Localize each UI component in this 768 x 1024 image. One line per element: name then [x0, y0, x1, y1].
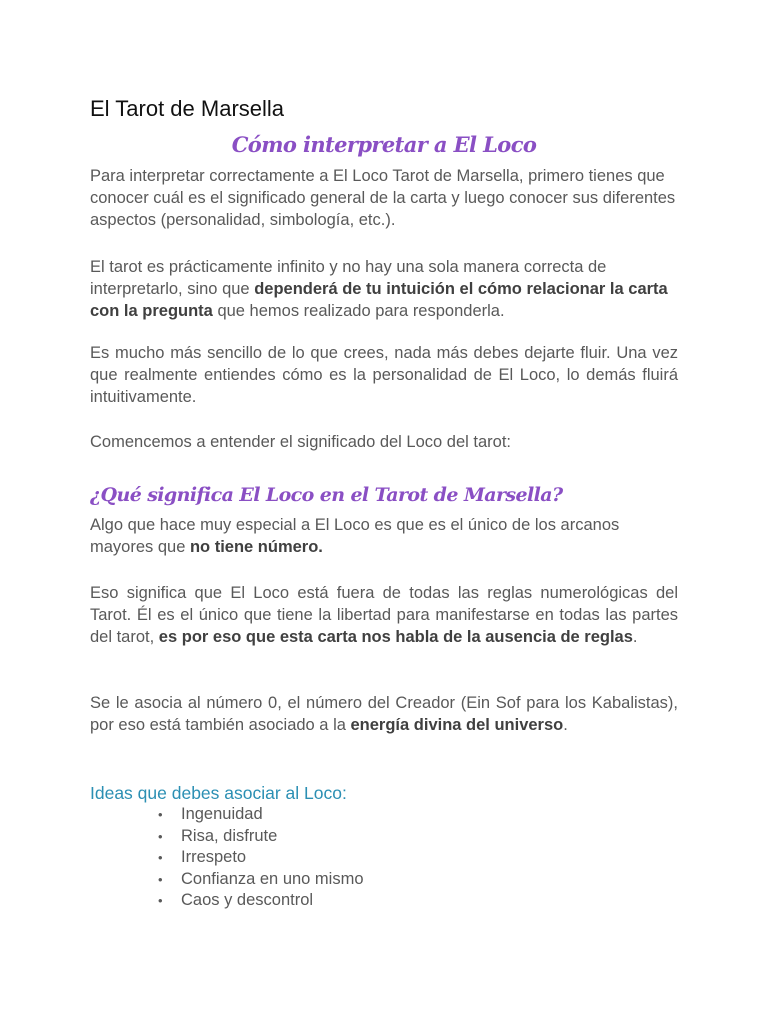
text-run: Se le asocia al número 0, el número del Creador (Ein Sof para los Kabalistas), por eso está también asociado a la: [90, 694, 678, 734]
no-number-paragraph: [90, 514, 678, 558]
bold-text: energía divina del universo: [350, 716, 564, 734]
tarot-infinite-paragraph: [90, 256, 678, 322]
bullet-icon: •: [158, 893, 163, 908]
text-run: Es mucho más sencillo de lo que crees, nada más debes dejarte fluir. Una vez que realmente entiendes cómo es la personalidad de El Loco, lo demás fluirá intuitivamente.: [90, 344, 678, 406]
list-item: [158, 847, 364, 869]
intro-paragraph: [90, 165, 678, 231]
text-run: Para interpretar correctamente a El Loco Tarot de Marsella, primero tienes que conocer cuál es el significado general de la carta y luego conocer sus diferentes aspectos (personalidad, simbología, etc.).: [90, 167, 676, 229]
list-item-text: Ingenuidad: [181, 805, 263, 823]
lets-begin-paragraph: [90, 431, 678, 453]
bold-text: es por eso que esta carta nos habla de la ausencia de reglas: [158, 628, 633, 646]
list-item: [158, 890, 364, 912]
list-item-text: Caos y descontrol: [181, 891, 314, 909]
text-run: El tarot es prácticamente infinito y no hay una sola manera correcta de interpretarlo, sino que: [90, 258, 607, 298]
document-title: El Tarot de Marsella: [90, 96, 285, 121]
list-item: [158, 826, 364, 848]
text-run: Comencemos a entender el significado del Loco del tarot:: [90, 433, 511, 451]
list-item-text: Confianza en uno mismo: [181, 869, 364, 888]
subtitle: Cómo interpretar a El Loco: [231, 132, 537, 157]
bullet-icon: •: [158, 828, 163, 844]
text-run: Algo que hace muy especial a El Loco es que es el único de los arcanos mayores que: [90, 516, 620, 556]
rules-paragraph: [90, 582, 678, 648]
bold-text: no tiene número.: [189, 538, 323, 556]
list-item-text: Irrespeto: [181, 848, 247, 866]
bullet-icon: •: [158, 850, 163, 865]
ideas-title: Ideas que debes asociar al Loco:: [90, 783, 347, 803]
text-run: .: [563, 716, 568, 734]
list-item-text: Risa, disfrute: [181, 826, 278, 845]
text-run: Eso significa que El Loco está fuera de todas las reglas numerológicas del Tarot. Él es el único que tiene la libertad para manifestarse en todas las partes del tarot,: [90, 584, 678, 646]
text-run: que hemos realizado para responderla.: [212, 302, 505, 320]
text-run: .: [632, 628, 638, 646]
section-heading: ¿Qué significa El Loco en el Tarot de Marsella?: [90, 484, 563, 506]
bold-text: dependerá de tu intuición el cómo relacionar la carta con la pregunta: [90, 280, 668, 320]
list-item: [158, 869, 364, 891]
list-item: [158, 804, 364, 826]
bullet-icon: •: [158, 871, 163, 887]
bullet-icon: •: [158, 807, 163, 822]
number-zero-paragraph: [90, 692, 678, 736]
simple-paragraph: [90, 342, 678, 408]
ideas-list: [158, 804, 364, 912]
